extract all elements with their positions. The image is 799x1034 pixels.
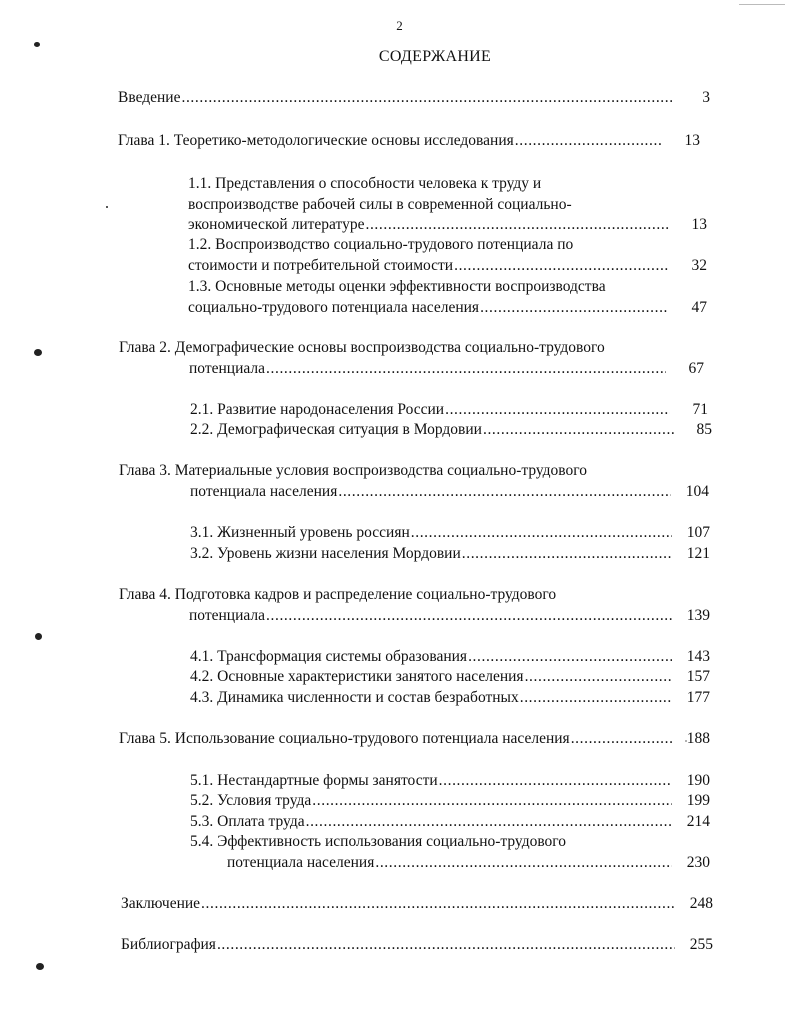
- toc-entry-section-1-2: [188, 235, 707, 276]
- toc-entry-text: Глава 5. Использование социально-трудового потенциала населения: [119, 730, 570, 747]
- toc-entry-text: 2.2. Демографическая ситуация в Мордовии: [190, 421, 482, 438]
- toc-page-number: 248: [689, 895, 713, 912]
- toc-entry-text: Глава 3. Материальные условия воспроизводства социально-трудового: [119, 462, 587, 479]
- toc-page-number: 13: [684, 132, 700, 149]
- scan-speck: [36, 963, 44, 970]
- toc-entry-section-1-1: [188, 174, 707, 236]
- scan-speck: [34, 42, 40, 47]
- toc-entry-text: Глава 1. Теоретико-методологические основы исследования: [118, 132, 514, 149]
- toc-page-number: 199: [686, 792, 710, 809]
- dot-leader: [468, 647, 672, 668]
- toc-entry-chapter-2: [119, 338, 704, 379]
- toc-entry-text: 1.2. Воспроизводство социально-трудового потенциала по: [188, 236, 574, 253]
- toc-page-number: 107: [686, 524, 710, 541]
- scan-speck: [106, 206, 108, 208]
- toc-entry-text: 5.4. Эффективность использования социально-трудового: [190, 833, 567, 850]
- toc-entry-text: социально-трудового потенциала населения: [188, 298, 480, 316]
- dot-leader: [312, 791, 672, 812]
- dot-leader: [515, 131, 662, 152]
- toc-page-number: 188: [686, 730, 710, 747]
- page-title: СОДЕРЖАНИЕ: [378, 48, 492, 65]
- dot-leader: [338, 482, 671, 503]
- toc-entry-section-4-2: [190, 667, 710, 688]
- dot-leader: [520, 688, 672, 709]
- toc-page-number: 190: [686, 772, 710, 789]
- toc-page-number: 157: [686, 668, 710, 685]
- toc-page-number: 177: [686, 689, 710, 706]
- toc-page-number: 32: [691, 256, 707, 274]
- dot-leader: [201, 894, 675, 915]
- dot-leader: [445, 400, 670, 421]
- scan-edge-line: [739, 4, 785, 5]
- toc-entry-text: потенциала населения: [227, 853, 375, 871]
- dot-leader: [306, 812, 672, 833]
- dot-leader: [217, 935, 675, 956]
- toc-entry-section-5-1: [190, 771, 710, 792]
- toc-entry-conclusion: [121, 894, 713, 915]
- dot-leader: [266, 606, 672, 627]
- toc-entry-chapter-4: [119, 585, 710, 626]
- toc-entry-text: 4.1. Трансформация системы образования: [190, 648, 468, 665]
- toc-entry-chapter-5: [119, 729, 710, 750]
- toc-entry-text: потенциала населения: [190, 482, 338, 500]
- dot-leader: [266, 359, 666, 380]
- dot-leader: [483, 420, 674, 441]
- toc-entry-text: стоимости и потребительной стоимости: [188, 256, 454, 274]
- toc-entry-text: потенциала: [189, 359, 266, 377]
- toc-entry-section-2-1: [190, 400, 708, 421]
- toc-entry-chapter-3: [119, 461, 709, 502]
- toc-entry-section-4-3: [190, 688, 710, 709]
- dot-leader: [462, 544, 672, 565]
- dot-leader: [439, 771, 672, 792]
- toc-entry-section-5-4: [190, 832, 710, 873]
- dot-leader: [365, 215, 669, 236]
- scan-speck: [685, 740, 687, 742]
- scan-speck: [35, 633, 42, 640]
- dot-leader: [454, 256, 669, 277]
- toc-page-number: 3: [702, 89, 710, 106]
- toc-entry-text: 5.3. Оплата труда: [190, 813, 305, 830]
- toc-entry-chapter-1: [118, 131, 700, 152]
- toc-entry-text: 5.2. Условия труда: [190, 792, 312, 809]
- toc-entry-text: 4.2. Основные характеристики занятого населения: [190, 668, 524, 685]
- toc-page-number: 121: [686, 545, 710, 562]
- toc-entry-text: Глава 4. Подготовка кадров и распределение социально-трудового: [119, 586, 557, 603]
- toc-page-number: 230: [686, 853, 710, 871]
- dot-leader: [181, 88, 672, 109]
- toc-entry-text: 1.1. Представления о способности человека к труду и: [188, 175, 542, 192]
- toc-entry-section-2-2: [190, 420, 712, 441]
- page-number: 2: [396, 18, 403, 33]
- toc-entry-intro: [118, 88, 710, 109]
- toc-entry-section-1-3: [188, 277, 707, 318]
- toc-entry-text: Библиография: [121, 936, 216, 953]
- dot-leader: [411, 523, 672, 544]
- toc-entry-text: Введение: [118, 89, 181, 106]
- toc-entry-section-3-1: [190, 523, 710, 544]
- toc-entry-text: 1.3. Основные методы оценки эффективности воспроизводства: [188, 278, 606, 295]
- toc-entry-text: потенциала: [189, 606, 266, 624]
- toc-page-number: 214: [686, 813, 710, 830]
- toc-entry-section-5-2: [190, 791, 710, 812]
- toc-entry-text: Заключение: [121, 895, 201, 912]
- toc-page-number: 255: [689, 936, 713, 953]
- dot-leader: [480, 298, 669, 319]
- toc-page-number: 139: [686, 606, 710, 624]
- toc-page-number: 85: [696, 421, 712, 438]
- dot-leader: [571, 729, 672, 750]
- dot-leader: [525, 667, 672, 688]
- toc-page-number: 47: [691, 298, 707, 316]
- toc-entry-bibliography: [121, 935, 713, 956]
- toc-page-number: 13: [691, 216, 707, 233]
- scan-speck: [34, 349, 42, 356]
- toc-entry-text: 2.1. Развитие народонаселения России: [190, 401, 445, 418]
- toc-entry-text: 4.3. Динамика численности и состав безработных: [190, 689, 519, 706]
- toc-page-number: 143: [686, 648, 710, 665]
- toc-entry-text: 3.2. Уровень жизни населения Мордовии: [190, 545, 461, 562]
- toc-entry-text: экономической литературе: [188, 216, 365, 233]
- toc-page-number: 67: [688, 359, 704, 377]
- toc-page-number: 71: [692, 401, 708, 418]
- toc-entry-section-5-3: [190, 812, 710, 833]
- toc-entry-section-4-1: [190, 647, 710, 668]
- toc-entry-section-3-2: [190, 544, 710, 565]
- toc-page-number: 104: [685, 482, 709, 500]
- toc-entry-text: воспроизводстве рабочей силы в современной социально-: [188, 195, 572, 213]
- dot-leader: [375, 853, 672, 874]
- toc-entry-text: 5.1. Нестандартные формы занятости: [190, 772, 438, 789]
- toc-entry-text: Глава 2. Демографические основы воспроизводства социально-трудового: [119, 339, 605, 356]
- toc-entry-text: 3.1. Жизненный уровень россиян: [190, 524, 410, 541]
